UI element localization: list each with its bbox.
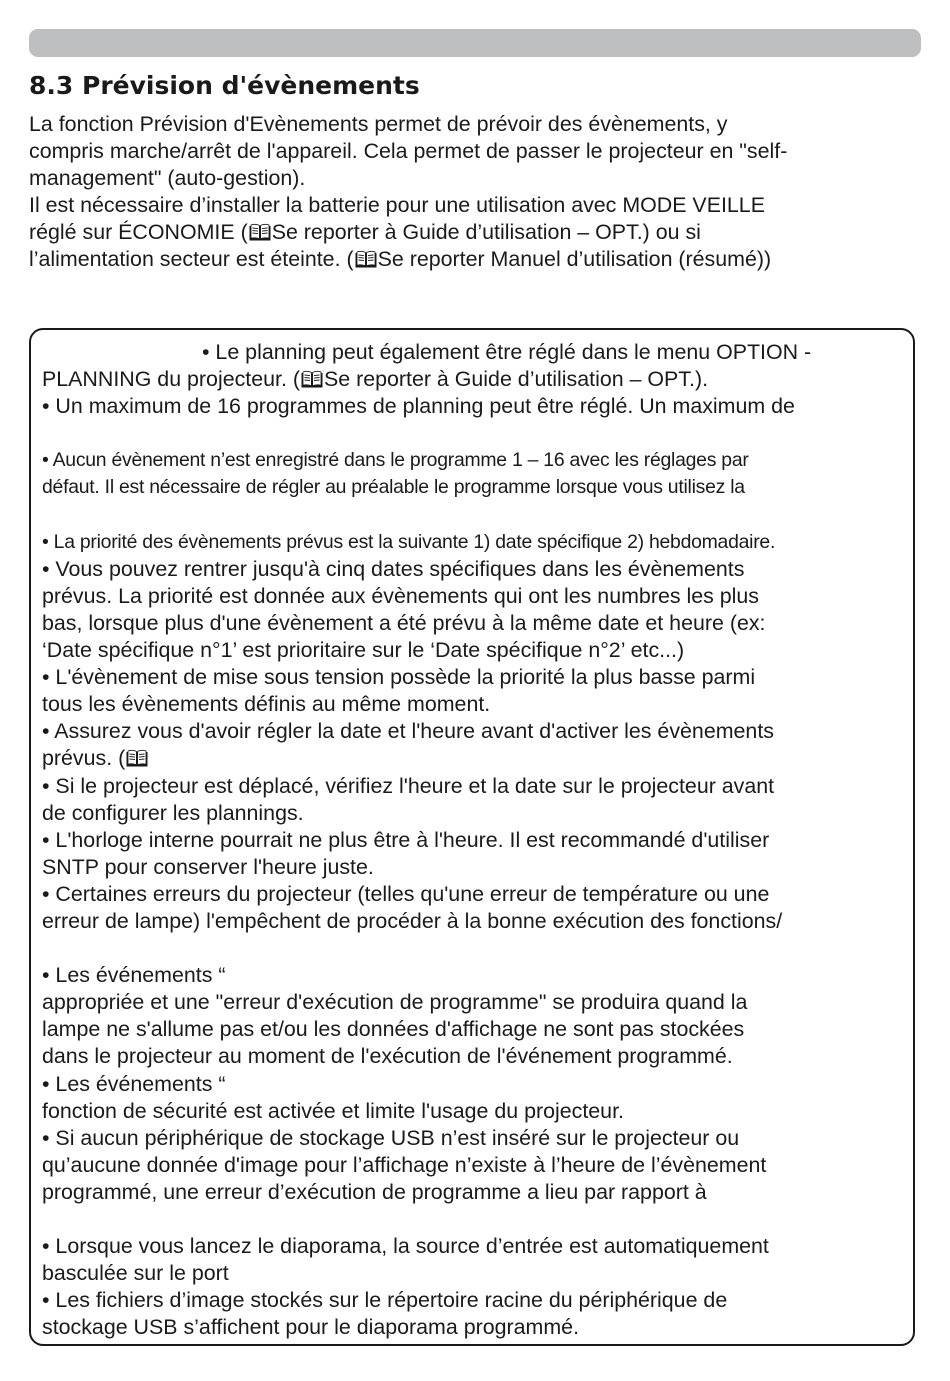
blank-line xyxy=(42,1206,910,1233)
note-line: basculée sur le port xyxy=(42,1261,229,1286)
note-line: • Les événements “ xyxy=(42,1071,226,1096)
book-icon xyxy=(249,223,271,241)
note-line xyxy=(42,745,910,772)
note-line: • Les événements “ xyxy=(42,963,226,988)
intro-line: Il est nécessaire d’installer la batterie pour une utilisation avec MODE VEILLE xyxy=(29,193,765,218)
note-line: stockage USB s’affichent pour le diaporama programmé. xyxy=(42,1315,580,1340)
note-line: • Si le projecteur est déplacé, vérifiez l'heure et la date sur le projecteur avant xyxy=(42,773,775,798)
intro-line: management" (auto-gestion). xyxy=(29,166,306,191)
note-line xyxy=(42,366,910,393)
intro-text: Se reporter à Guide d’utilisation – OPT.) ou si xyxy=(271,220,701,245)
section-header-bar xyxy=(29,29,921,57)
note-line: • Certaines erreurs du projecteur (telles qu'une erreur de température ou une xyxy=(42,881,770,906)
note-line: • Vous pouvez rentrer jusqu'à cinq dates spécifiques dans les évènements xyxy=(42,556,745,581)
book-icon xyxy=(301,370,323,388)
intro-line: compris marche/arrêt de l'appareil. Cela permet de passer le projecteur en "self- xyxy=(29,139,788,164)
note-line: • La priorité des évènements prévus est la suivante 1) date spécifique 2) hebdomadaire. xyxy=(42,530,776,553)
intro-line: La fonction Prévision d'Evènements permet de prévoir des évènements, y xyxy=(29,112,728,136)
notes-content xyxy=(42,339,910,1341)
intro-line xyxy=(29,246,924,273)
note-line: programmé, une erreur d’exécution de programme a lieu par rapport à xyxy=(42,1179,707,1204)
note-line: • Les fichiers d’image stockés sur le répertoire racine du périphérique de xyxy=(42,1288,728,1313)
note-line: • Assurez vous d'avoir régler la date et l'heure avant d'activer les évènements xyxy=(42,719,774,744)
intro-text: Se reporter Manuel d’utilisation (résumé)) xyxy=(377,247,772,272)
blank-line xyxy=(42,502,910,529)
note-line: • L'horloge interne pourrait ne plus être à l'heure. Il est recommandé d'utiliser xyxy=(42,827,770,852)
page-title: 8.3 Prévision d'évènements xyxy=(29,71,420,100)
intro-text: réglé sur ÉCONOMIE ( xyxy=(29,220,248,245)
notes-box xyxy=(29,328,915,1346)
note-line: • Le planning peut également être réglé dans le menu OPTION - xyxy=(202,340,812,364)
book-icon xyxy=(126,749,148,767)
note-line: lampe ne s'allume pas et/ou les données d'affichage ne sont pas stockées xyxy=(42,1017,745,1042)
note-line: ‘Date spécifique n°1’ est prioritaire sur le ‘Date spécifique n°2’ etc...) xyxy=(42,638,685,663)
book-icon xyxy=(355,250,377,268)
note-line: • Un maximum de 16 programmes de planning peut être réglé. Un maximum de xyxy=(42,394,795,419)
note-line: prévus. La priorité est donnée aux évènements qui ont les numbres les plus xyxy=(42,583,760,608)
note-line: • L'évènement de mise sous tension possède la priorité la plus basse parmi xyxy=(42,665,756,690)
note-line: fonction de sécurité est activée et limite l'usage du projecteur. xyxy=(42,1098,624,1123)
note-line: • Lorsque vous lancez le diaporama, la source d’entrée est automatiquement xyxy=(42,1234,769,1259)
intro-text: l’alimentation secteur est éteinte. ( xyxy=(29,247,354,272)
note-text: prévus. ( xyxy=(42,746,126,771)
note-line: • Si aucun périphérique de stockage USB n’est inséré sur le projecteur ou xyxy=(42,1125,740,1150)
note-line: tous les évènements définis au même moment. xyxy=(42,692,491,717)
note-text: Se reporter à Guide d’utilisation – OPT.). xyxy=(323,367,709,392)
note-line: erreur de lampe) l'empêchent de procéder à la bonne exécution des fonctions/ xyxy=(42,908,783,933)
note-line: • Aucun évènement n’est enregistré dans le programme 1 – 16 avec les réglages par xyxy=(42,449,749,472)
intro-line xyxy=(29,219,924,246)
intro-paragraph xyxy=(29,111,924,274)
note-line: défaut. Il est nécessaire de régler au préalable le programme lorsque vous utilisez la xyxy=(42,476,745,499)
note-line: de configurer les plannings. xyxy=(42,800,304,825)
note-line: appropriée et une "erreur d'exécution de programme" se produira quand la xyxy=(42,990,748,1015)
note-line: qu’aucune donnée d'image pour l’affichage n’existe à l’heure de l’évènement xyxy=(42,1152,767,1177)
note-line: SNTP pour conserver l'heure juste. xyxy=(42,854,374,879)
note-line: bas, lorsque plus d'une évènement a été prévu à la même date et heure (ex: xyxy=(42,610,766,635)
blank-line xyxy=(42,935,910,962)
blank-line xyxy=(42,420,910,447)
note-text: PLANNING du projecteur. ( xyxy=(42,367,300,392)
note-line: dans le projecteur au moment de l'exécution de l'événement programmé. xyxy=(42,1044,733,1069)
